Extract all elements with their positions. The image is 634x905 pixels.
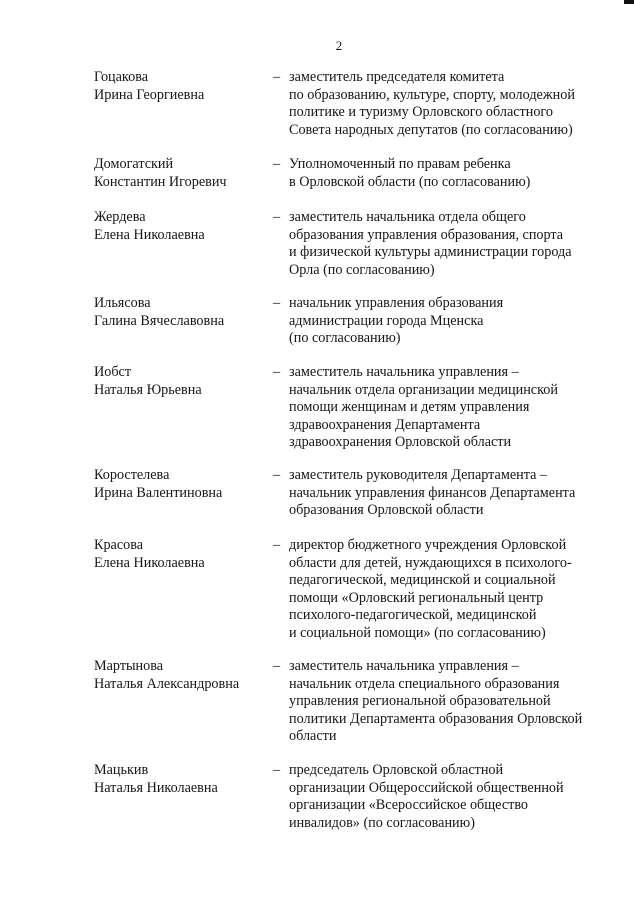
- member-role: [289, 156, 619, 191]
- role-line: образования Орловской области: [289, 502, 484, 519]
- role-line: области для детей, нуждающихся в психолого-: [289, 554, 572, 571]
- member-name: [94, 467, 274, 502]
- member-name: [94, 69, 274, 104]
- entry-dash: –: [273, 467, 281, 483]
- role-line: помощи «Орловский региональный центр: [289, 589, 544, 606]
- role-line: организации Общероссийской общественной: [289, 779, 564, 796]
- member-role: [289, 537, 619, 643]
- role-line: Уполномоченный по правам ребенка: [289, 156, 511, 172]
- member-role: [289, 658, 619, 746]
- role-line: управления региональной образовательной: [289, 693, 551, 710]
- role-line: председатель Орловской областной: [289, 762, 504, 778]
- member-role: [289, 467, 619, 520]
- role-line: заместитель начальника управления –: [289, 364, 519, 380]
- role-line: области: [289, 728, 337, 745]
- member-surname: Иобст: [94, 364, 132, 380]
- role-line: здравоохранения Орловской области: [289, 434, 512, 451]
- member-name: [94, 295, 274, 330]
- role-line: и физической культуры администрации города: [289, 244, 572, 261]
- role-line: организации «Всероссийское общество: [289, 797, 529, 814]
- member-given-names: Константин Игоревич: [94, 173, 227, 190]
- entry-dash: –: [273, 762, 281, 778]
- member-name: [94, 537, 274, 572]
- role-line: Орла (по согласованию): [289, 261, 435, 278]
- member-role: [289, 209, 619, 279]
- scan-corner-mark: [624, 0, 634, 4]
- member-surname: Мартынова: [94, 658, 164, 674]
- role-line: заместитель руководителя Департамента –: [289, 467, 548, 483]
- role-line: и социальной помощи» (по согласованию): [289, 624, 546, 641]
- role-line: инвалидов» (по согласованию): [289, 814, 475, 831]
- member-given-names: Елена Николаевна: [94, 554, 205, 571]
- member-role: [289, 762, 619, 832]
- role-line: образования управления образования, спорта: [289, 226, 564, 243]
- role-line: помощи женщинам и детям управления: [289, 399, 530, 416]
- role-line: по образованию, культуре, спорту, молодежной: [289, 86, 575, 103]
- member-given-names: Наталья Юрьевна: [94, 381, 202, 398]
- role-line: здравоохранения Департамента: [289, 416, 481, 433]
- role-line: политики Департамента образования Орловской: [289, 710, 583, 727]
- role-line: начальник отдела организации медицинской: [289, 381, 558, 398]
- role-line: педагогической, медицинской и социальной: [289, 572, 556, 589]
- role-line: заместитель начальника отдела общего: [289, 209, 526, 225]
- member-name: [94, 364, 274, 399]
- entry-dash: –: [273, 69, 281, 85]
- member-surname: Домогатский: [94, 156, 174, 172]
- member-surname: Гоцакова: [94, 69, 149, 85]
- member-name: [94, 209, 274, 244]
- role-line: директор бюджетного учреждения Орловской: [289, 537, 567, 553]
- member-name: [94, 762, 274, 797]
- entry-dash: –: [273, 537, 281, 553]
- member-surname: Жердева: [94, 209, 146, 225]
- member-given-names: Елена Николаевна: [94, 226, 205, 243]
- entry-dash: –: [273, 364, 281, 380]
- member-given-names: Ирина Георгиевна: [94, 86, 205, 103]
- role-line: начальник отдела специального образования: [289, 675, 560, 692]
- role-line: начальник управления финансов Департамента: [289, 484, 576, 501]
- member-role: [289, 295, 619, 348]
- member-surname: Мацькив: [94, 762, 149, 778]
- member-given-names: Наталья Николаевна: [94, 779, 218, 796]
- entry-dash: –: [273, 658, 281, 674]
- role-line: в Орловской области (по согласованию): [289, 173, 531, 190]
- role-line: начальник управления образования: [289, 295, 504, 311]
- member-name: [94, 156, 274, 191]
- member-surname: Ильясова: [94, 295, 151, 311]
- member-given-names: Галина Вячеславовна: [94, 312, 225, 329]
- role-line: политике и туризму Орловского областного: [289, 104, 553, 121]
- role-line: Совета народных депутатов (по согласованию): [289, 121, 573, 138]
- role-line: (по согласованию): [289, 330, 401, 347]
- role-line: заместитель председателя комитета: [289, 69, 505, 85]
- member-name: [94, 658, 274, 693]
- member-role: [289, 364, 619, 452]
- entry-dash: –: [273, 156, 281, 172]
- member-given-names: Наталья Александровна: [94, 675, 240, 692]
- member-surname: Коростелева: [94, 467, 170, 483]
- entry-dash: –: [273, 295, 281, 311]
- role-line: психолого-педагогической, медицинской: [289, 607, 537, 624]
- member-given-names: Ирина Валентиновна: [94, 484, 223, 501]
- role-line: заместитель начальника управления –: [289, 658, 519, 674]
- member-surname: Красова: [94, 537, 144, 553]
- page-number: 2: [335, 38, 343, 53]
- entry-dash: –: [273, 209, 281, 225]
- member-role: [289, 69, 619, 139]
- role-line: администрации города Мценска: [289, 312, 484, 329]
